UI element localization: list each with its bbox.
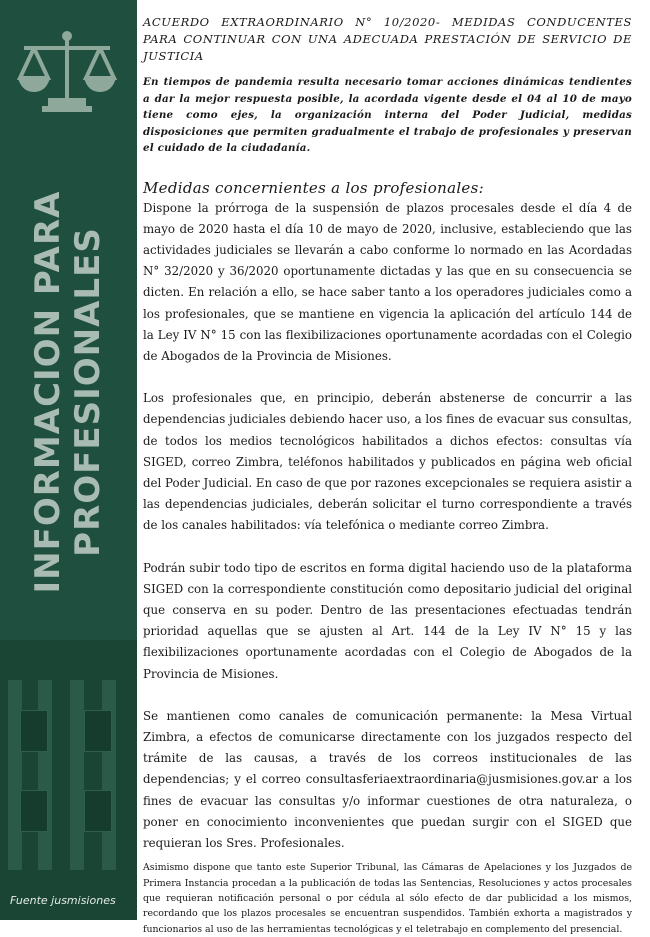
- body-paragraph: Podrán subir todo tipo de escritos en forma digital haciendo uso de la plataforma SIGED con la correspondiente constitución como depositario judicial del original que conserva en su poder. Dentro de las presentaciones efectuadas tendrán prioridad aquellas que se ajusten al Art. 144 de la Ley IV N° 15 y las flexibilizaciones oportunamente acordadas con el Colegio de Abogados de la Provincia de Misiones.: [143, 560, 632, 681]
- document-heading: ACUERDO EXTRAORDINARIO N° 10/2020- MEDIDAS CONDUCENTES PARA CONTINUAR CON UNA ADECUADA PRESTACIÓN DE SERVICIO DE JUSTICIA: [143, 15, 632, 63]
- section-title: Medidas concernientes a los profesionales:: [143, 178, 484, 197]
- body-paragraph: Dispone la prórroga de la suspensión de plazos procesales desde el día 4 de mayo de 2020 hasta el día 10 de mayo de 2020, inclusive, estableciendo que las actividades judiciales se llevarán a cabo conforme lo normado en las Acordadas N° 32/2020 y 36/2020 oportunamente dictadas y las que en su consecuencia se dicten. En relación a ello, se hace saber tanto a los operadores judiciales como a los profesionales, que se mantiene en vigencia la aplicación del artículo 144 de la Ley IV N° 15 con las flexibilizaciones oportunamente acordadas con el Colegio de Abogados de la Provincia de Misiones.: [143, 200, 632, 363]
- body-paragraph: Los profesionales que, en principio, deberán abstenerse de concurrir a las dependencias judiciales debiendo hacer uso, a los fines de evacuar sus consultas, de todos los medios tecnológicos habilitados a dichos efectos: consultas vía SIGED, correo Zimbra, teléfonos habilitados y publicados en página web oficial del Poder Judicial. En caso de que por razones excepcionales se requiera asistir a las dependencias judiciales, deberán solicitar el turno correspondiente a través de los canales habilitados: vía telefónica o mediante correo Zimbra.: [143, 391, 632, 533]
- sidebar-panel: [0, 0, 137, 920]
- main-content: [143, 14, 632, 937]
- body-paragraph: Se mantienen como canales de comunicación permanente: la Mesa Virtual Zimbra, a efectos de comunicarse directamente con los juzgados respecto del trámite de las causas, a través de los correos institucionales de las dependencias; y el correo consultasferiaextraordinaria@jusmisiones.gov.ar a los fines de evacuar las consultas y/o informar cuestiones de otra naturaleza, o poner en conocimiento inconvenientes que puedan surgir con el SIGED que requieran los Sres. Profesionales.: [143, 708, 632, 850]
- footnote-paragraph: Asimismo dispone que tanto este Superior Tribunal, las Cámaras de Apelaciones y los Juzgados de Primera Instancia procedan a la publicación de todas las Sentencias, Resoluciones y actos procesales que requieran notificación personal o por cédula al sólo efecto de dar publicidad a los mismos, recordando que los plazos procesales se encuentran suspendidos. También exhorta a magistrados y funcionarios al uso de las herramientas tecnológicas y el teletrabajo en complemento del presencial.: [143, 862, 632, 935]
- sidebar-vertical-title: [0, 0, 137, 920]
- source-caption: Fuente jusmisiones: [10, 894, 116, 907]
- sidebar-title-line-2: PROFESIONALES: [68, 227, 108, 557]
- intro-paragraph: En tiempos de pandemia resulta necesario tomar acciones dinámicas tendientes a dar la mejor respuesta posible, la acordada vigente desde el 04 al 10 de mayo tiene como ejes, la organización interna del Poder Judicial, medidas disposiciones que permiten gradualmente el trabajo de profesionales y preservan el cuidado de la ciudadanía.: [143, 76, 632, 154]
- sidebar-title-line-1: INFORMACION PARA: [28, 190, 68, 594]
